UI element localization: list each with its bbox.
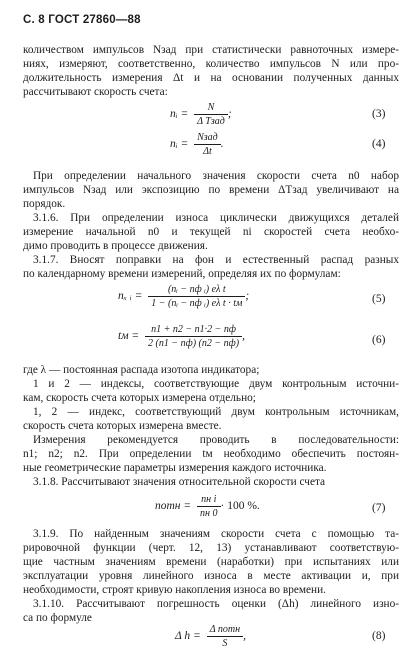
fraction — [207, 624, 243, 649]
formula-tail: , — [242, 330, 245, 343]
text-line: ниях, измеряют, соответственно, количество импульсов N или про- — [23, 58, 399, 70]
text-line: импульсов Nзад или экспозицию по времени ΔTзад увеличивают на — [23, 184, 399, 196]
formula-3 — [170, 102, 232, 127]
numerator: n1 + n2 − n1·2 − nф — [145, 324, 242, 337]
text-line: 3.1.8. Рассчитывают значения относительной скорости счета — [33, 476, 326, 488]
denominator: 2 (n1 − nф) (n2 − nф) — [148, 338, 240, 349]
text-line: рировочной функции (черт. 12, 13) устанавливают соответствую- — [23, 542, 399, 554]
text-line: по календарному времени измерений, определяя их по формулам: — [23, 268, 341, 280]
text-line: 3.1.7. Вносят поправки на фон и естественный распад разных — [33, 254, 399, 266]
text-line: где λ — постоянная распада изотопа индикатора; — [23, 364, 260, 376]
denominator: S — [222, 638, 228, 649]
formula-lhs: nотн = — [155, 500, 192, 513]
equation-number: (8) — [372, 630, 386, 642]
formula-8 — [175, 624, 246, 649]
text-line: эксплуатации уровня линейного износа в месте активации и, при — [23, 570, 399, 582]
text-line: Измерения рекомендуется проводить в последовательности: — [33, 434, 399, 446]
text-line: скорость счета которых измерена вместе. — [23, 420, 222, 432]
text-line: щие частным значениям времени (наработки) при испытаниях или — [23, 556, 399, 568]
formula-7 — [155, 494, 260, 519]
formula-tail: , — [243, 630, 246, 643]
fraction — [197, 494, 220, 519]
text-line: кам, скорость счета которых измерена отдельно; — [23, 392, 256, 404]
equation-number: (5) — [372, 293, 386, 305]
text-line: порядок. — [23, 198, 66, 210]
numerator: nн i — [197, 494, 220, 507]
text-line: са по формуле — [23, 612, 92, 624]
fraction — [148, 284, 245, 309]
text-line: 1, 2 — индекс, соответствующий двум контрольным источникам, — [33, 406, 399, 418]
text-line: 3.1.10. Рассчитывают погрешность оценки (Δh) линейного изно- — [33, 598, 399, 610]
formula-lhs: Δ h = — [175, 630, 201, 643]
formula-5 — [118, 284, 249, 309]
denominator: Δ Tзад — [197, 116, 225, 127]
equation-number: (4) — [372, 138, 386, 150]
formula-lhs: nᵢ = — [170, 138, 189, 151]
formula-tail: · 100 %. — [220, 500, 260, 513]
text-line: димо проводить в процессе движения. — [23, 240, 208, 252]
formula-lhs: nᵢ = — [170, 108, 189, 121]
numerator: Δ nотн — [207, 624, 243, 637]
equation-number: (7) — [372, 502, 386, 514]
text-line: 3.1.9. По найденным значениям скорости счета с помощью та- — [33, 528, 399, 540]
numerator: N — [194, 102, 228, 115]
numerator: Nзад — [194, 132, 221, 145]
formula-lhs: tм = — [118, 330, 140, 343]
text-line: 1 и 2 — индексы, соответствующие двум контрольным источни- — [33, 378, 399, 390]
fraction — [145, 324, 242, 349]
formula-6 — [118, 324, 245, 349]
equation-number: (6) — [372, 334, 386, 346]
equation-number: (3) — [372, 108, 386, 120]
fraction — [194, 102, 228, 127]
text-line: 3.1.6. При определении износа циклически движущихся деталей — [33, 212, 399, 224]
fraction — [194, 132, 221, 157]
text-line: ные геометрические параметры измерения каждого источника. — [23, 462, 327, 474]
formula-lhs: nₓ ᵢ = — [118, 290, 143, 303]
denominator: Δt — [203, 146, 212, 157]
formula-4 — [170, 132, 224, 157]
text-line: измерение начальной n0 и текущей ni скоростей счета необхо- — [23, 226, 399, 238]
formula-tail: . — [220, 138, 224, 151]
page-header: С. 8 ГОСТ 27860—88 — [23, 14, 141, 26]
text-line: При определении начального значения скорости счета n0 набор — [33, 170, 399, 182]
formula-tail: ; — [227, 108, 232, 121]
text-line: количеством импульсов Nзад при статистически равноточных измере- — [23, 44, 399, 56]
denominator: nн 0 — [200, 508, 218, 519]
text-line: n1; n2; n2. При определении tм необходимо обеспечить постоян- — [23, 448, 399, 460]
text-line: должительность измерения Δt и на основании полученных данных — [23, 72, 399, 84]
text-line: необходимости, строят кривую накопления износа во времени. — [23, 584, 326, 596]
denominator: 1 − (nᵢ − nф ᵢ) eλ t · tм — [151, 298, 243, 309]
text-line: рассчитывают скорость счета: — [23, 86, 168, 98]
formula-tail: ; — [245, 290, 250, 303]
numerator: (nᵢ − nф ᵢ) eλ t — [148, 284, 245, 297]
